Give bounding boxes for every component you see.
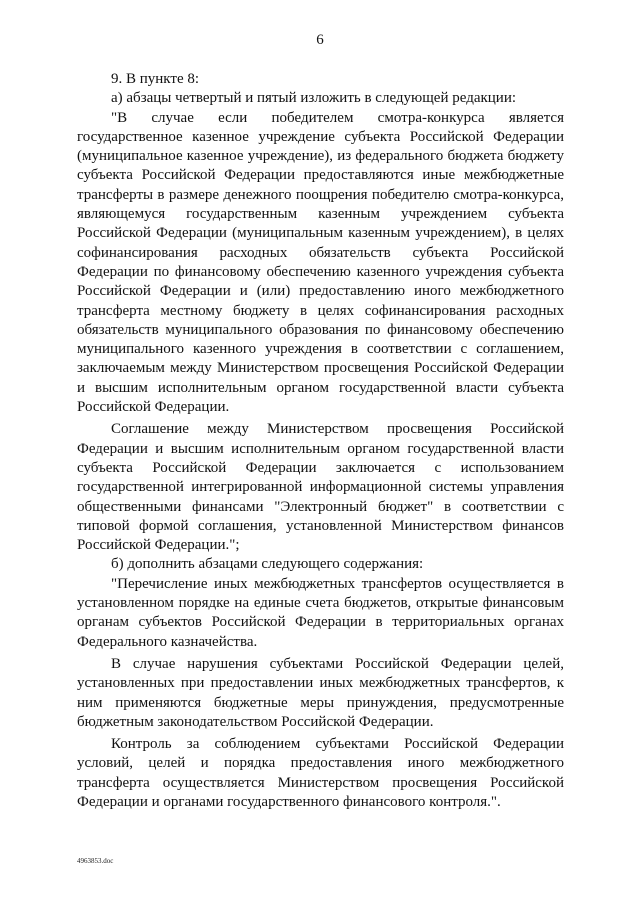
document-body [77,70,564,812]
subitem-a-heading: а) абзацы четвертый и пятый изложить в следующей редакции: [111,90,517,107]
item-heading: 9. В пункте 8: [111,71,200,87]
paragraph-quoted-case: "В случае если победителем смотра-конкурса является государственное казенное учреждение субъекта Российской Федерации (муниципальное казенное учреждение), из федерального бюджета бюджету субъекта Российской Федерации предоставляются иные межбюджетные трансферты в размере денежного поощрения победителю смотра-конкурса, являющемуся государственным казенным учреждением субъекта Российской Федерации (муниципальным казенным учреждением), в целях софинансирования расходных обязательств субъекта Российской Федерации по финансовому обеспечению казенного учреждения субъекта Российской Федерации и (или) предоставлению иного межбюджетного трансферта местному бюджету в целях софинансирования расходных обязательств муниципального образования по финансовому обеспечению муниципального казенного учреждения в соответствии с соглашением, заключаемым между Министерством просвещения Российской Федерации и высшим исполнительным органом государственной власти субъекта Российской Федерации. [77,109,564,416]
paragraph-violation: В случае нарушения субъектами Российской Федерации целей, установленных при предоставлении иных межбюджетных трансфертов, к ним применяются бюджетные меры принуждения, предусмотренные бюджетным законодательством Российской Федерации. [77,655,564,730]
page-number: 6 [316,32,324,48]
subitem-b-heading: б) дополнить абзацами следующего содержания: [111,556,424,573]
paragraph-agreement: Соглашение между Министерством просвещения Российской Федерации и высшим исполнительным органом государственной власти субъекта Российской Федерации заключается с использованием государственной интегрированной информационной системы управления общественными финансами "Электронный бюджет" в соответствии с типовой формой соглашения, установленной Министерством финансов Российской Федерации."; [77,421,564,554]
paragraph-control: Контроль за соблюдением субъектами Российской Федерации условий, целей и порядка предоставления иного межбюджетного трансферта осуществляется Министерством просвещения Российской Федерации и органами государственного финансового контроля.". [77,736,564,810]
paragraph-transfer: "Перечисление иных межбюджетных трансфертов осуществляется в установленном порядке на единые счета бюджетов, открытые финансовым органам субъектов Российской Федерации в территориальных органах Федерального казначейства. [77,575,564,650]
document-id: 4963853.doc [77,857,114,865]
